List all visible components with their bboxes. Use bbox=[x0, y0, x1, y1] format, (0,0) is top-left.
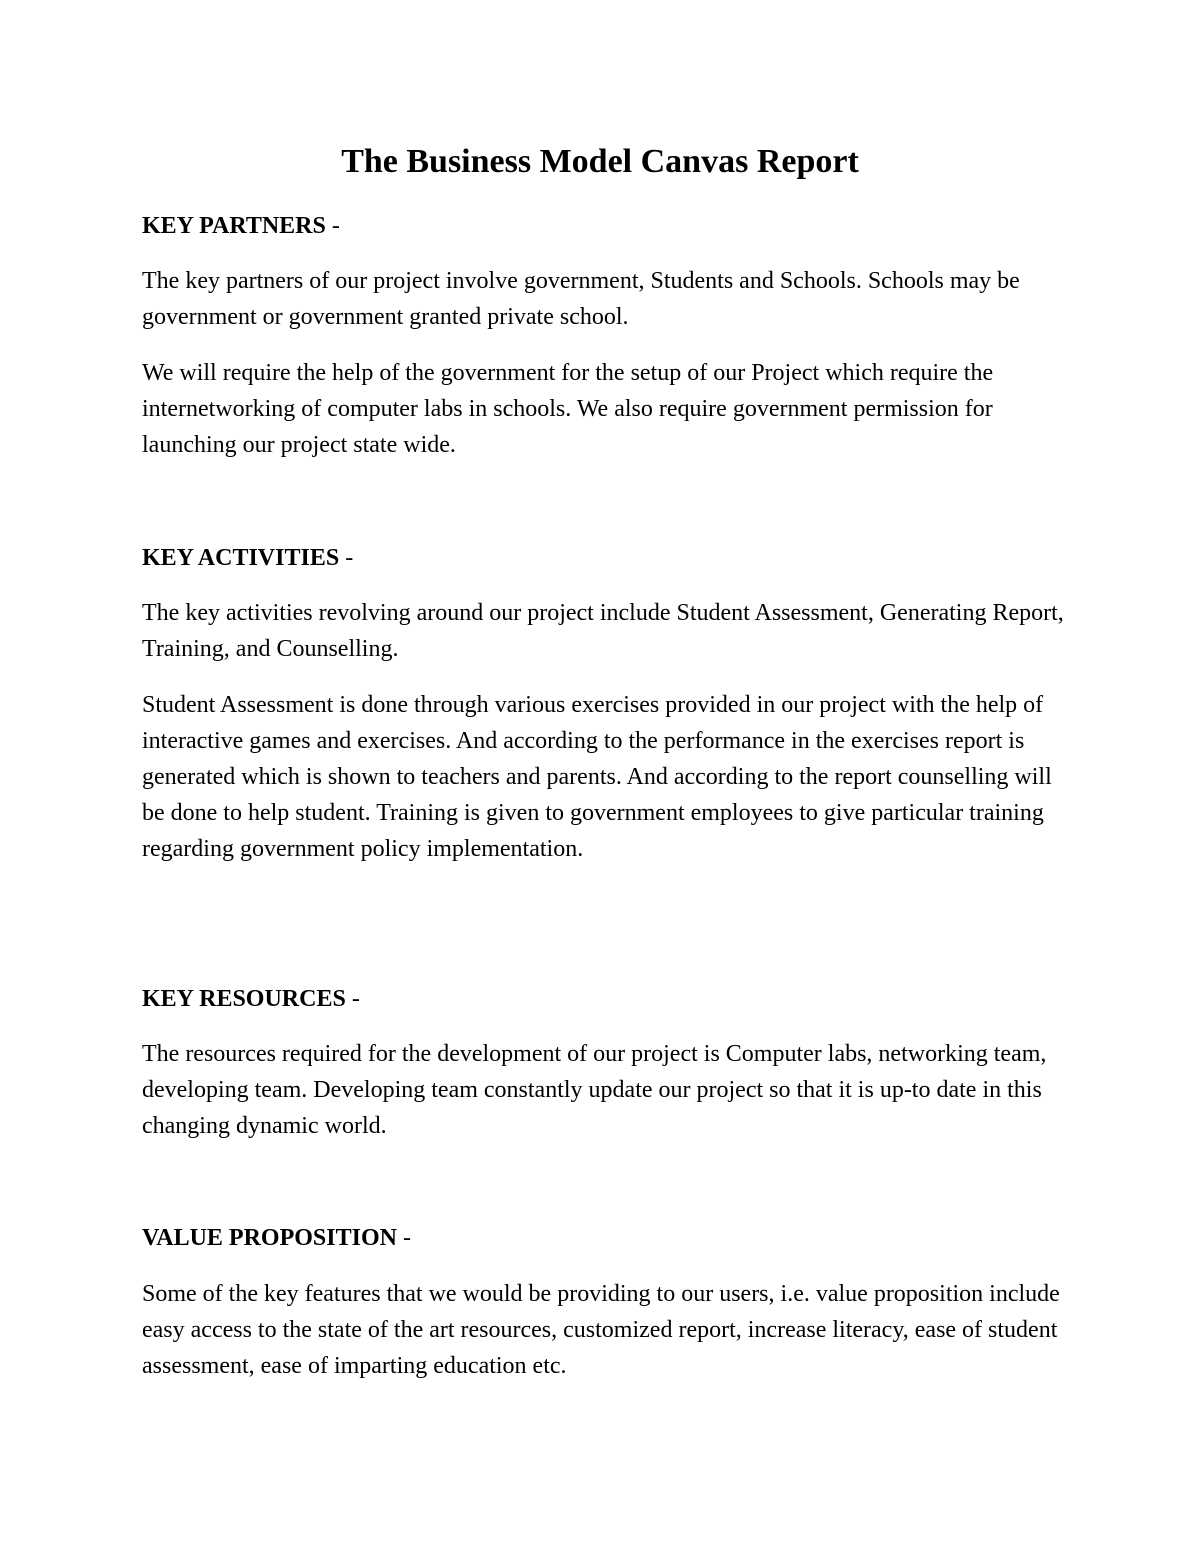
heading-dash: - bbox=[339, 545, 354, 571]
heading-dash: - bbox=[396, 1225, 411, 1251]
document-title: The Business Model Canvas Report bbox=[341, 143, 859, 180]
section-heading-value-proposition bbox=[142, 1222, 1072, 1254]
paragraph: The resources required for the development of our project is Computer labs, networking team, developing team. Developing team constantly update our project so that it is up-to date in this changing dynamic world. bbox=[142, 1041, 1047, 1139]
paragraph: The key activities revolving around our project include Student Assessment, Generating Report, Training, and Counselling. bbox=[142, 600, 1064, 662]
heading-label: VALUE PROPOSITION bbox=[142, 1225, 397, 1251]
section-heading-key-activities bbox=[142, 542, 1072, 574]
paragraph: We will require the help of the government for the setup of our Project which require the internetworking of computer labs in schools. We also require government permission for launching our project state wide. bbox=[142, 360, 994, 458]
heading-label: KEY ACTIVITIES bbox=[142, 545, 340, 571]
heading-label: KEY RESOURCES bbox=[142, 986, 346, 1012]
section-heading-key-partners bbox=[142, 210, 1072, 242]
section-heading-key-resources bbox=[142, 983, 1072, 1015]
heading-dash: - bbox=[345, 986, 360, 1012]
paragraph: Student Assessment is done through various exercises provided in our project with the help of interactive games and exercises. And according to the performance in the exercises report is generated which is shown to teachers and parents. And according to the report counselling will be done to help student. Training is given to government employees to give particular training regarding government policy implementation. bbox=[142, 692, 1052, 862]
paragraph: Some of the key features that we would be providing to our users, i.e. value proposition include easy access to the state of the art resources, customized report, increase literacy, ease of student assessment, ease of imparting education etc. bbox=[142, 1281, 1060, 1379]
heading-label: KEY PARTNERS bbox=[142, 213, 326, 239]
paragraph: The key partners of our project involve government, Students and Schools. Schools may be government or government granted private school. bbox=[142, 268, 1020, 330]
heading-dash: - bbox=[325, 213, 340, 239]
